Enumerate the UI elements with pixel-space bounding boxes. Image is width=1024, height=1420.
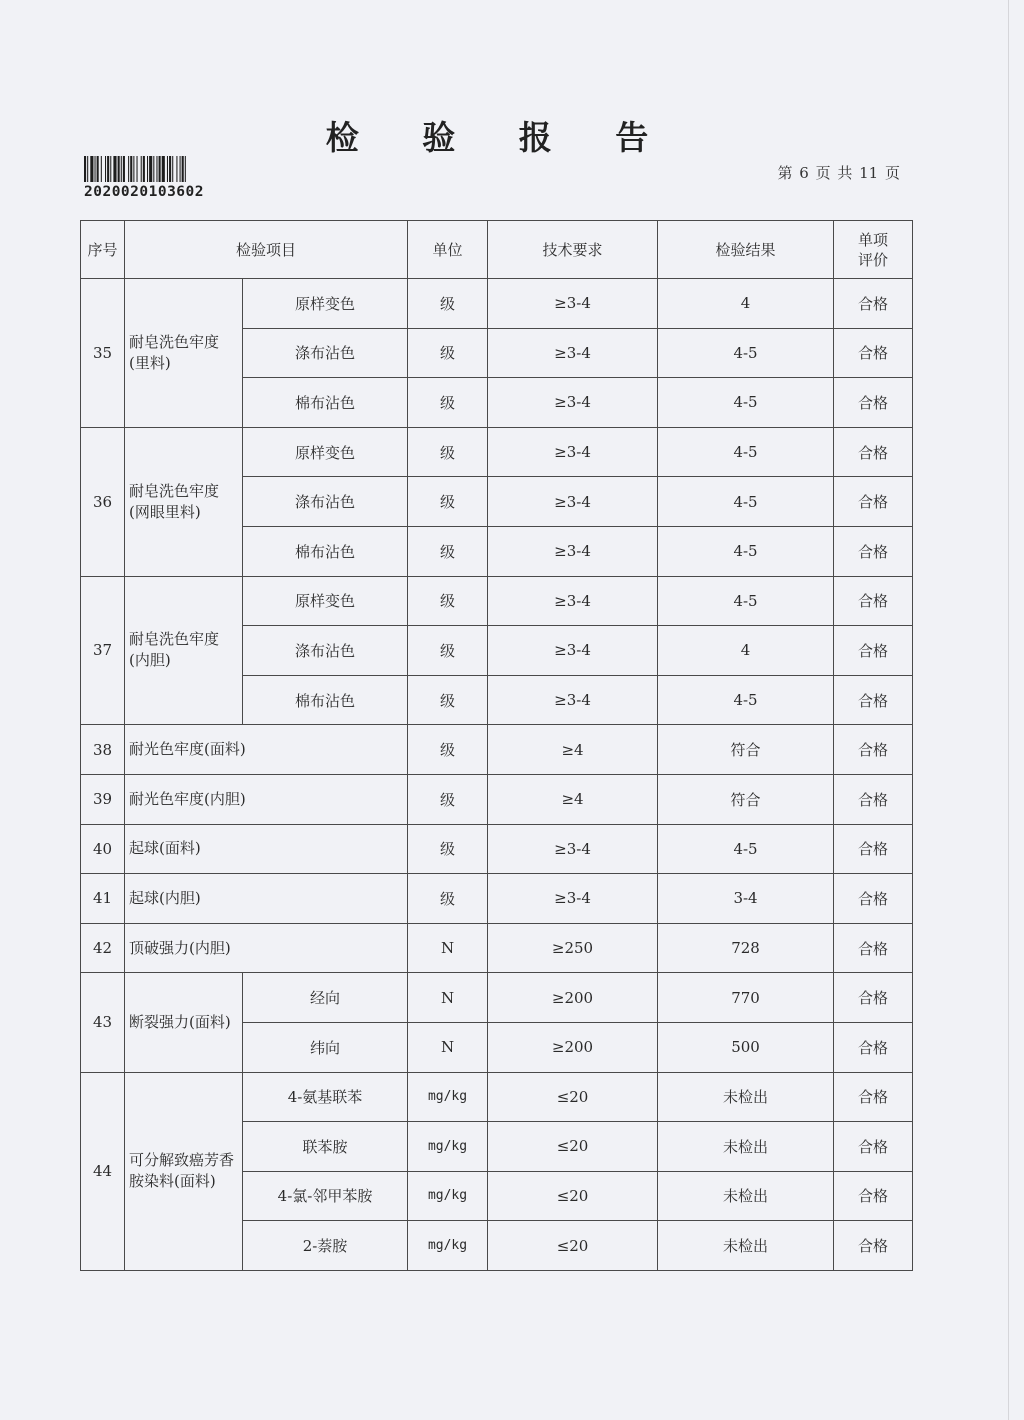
result-cell: 未检出 [658,1221,834,1271]
sub-item: 原样变色 [243,576,408,626]
evaluation-cell: 合格 [834,626,913,676]
sub-item: 涤布沾色 [243,477,408,527]
unit-cell: 级 [408,675,488,725]
item-number: 39 [81,774,125,824]
result-cell: 4-5 [658,576,834,626]
result-cell: 未检出 [658,1122,834,1172]
unit-cell: 级 [408,874,488,924]
result-cell: 4-5 [658,526,834,576]
result-cell: 4-5 [658,427,834,477]
evaluation-cell: 合格 [834,675,913,725]
sub-item: 联苯胺 [243,1122,408,1172]
evaluation-cell: 合格 [834,427,913,477]
unit-cell: mg/kg [408,1072,488,1122]
result-cell: 770 [658,973,834,1023]
sub-item: 4-氨基联苯 [243,1072,408,1122]
requirement-cell: ≥3-4 [488,378,658,428]
table-row [81,824,913,874]
item-name: 起球(面料) [125,824,408,874]
sub-item: 原样变色 [243,279,408,329]
requirement-cell: ≤20 [488,1072,658,1122]
header-item: 检验项目 [125,221,408,279]
page-edge [1008,0,1009,1420]
requirement-cell: ≥200 [488,973,658,1023]
table-row [81,774,913,824]
requirement-cell: ≥3-4 [488,576,658,626]
header-no: 序号 [81,221,125,279]
requirement-cell: ≤20 [488,1221,658,1271]
evaluation-cell: 合格 [834,1122,913,1172]
requirement-cell: ≥3-4 [488,824,658,874]
evaluation-cell: 合格 [834,526,913,576]
page-info: 第 6 页 共 11 页 [777,164,900,182]
unit-cell: 级 [408,725,488,775]
unit-cell: 级 [408,526,488,576]
result-cell: 4-5 [658,328,834,378]
barcode-number: 2020020103602 [84,184,204,200]
evaluation-cell: 合格 [834,378,913,428]
requirement-cell: ≥3-4 [488,477,658,527]
item-number: 40 [81,824,125,874]
evaluation-cell: 合格 [834,725,913,775]
unit-cell: mg/kg [408,1221,488,1271]
evaluation-cell: 合格 [834,1072,913,1122]
evaluation-cell: 合格 [834,923,913,973]
result-cell: 4 [658,279,834,329]
evaluation-cell: 合格 [834,1221,913,1271]
item-number: 37 [81,576,125,725]
inspection-table [80,220,913,1271]
unit-cell: 级 [408,279,488,329]
unit-cell: N [408,923,488,973]
unit-cell: 级 [408,824,488,874]
requirement-cell: ≥200 [488,1022,658,1072]
requirement-cell: ≥3-4 [488,874,658,924]
item-number: 38 [81,725,125,775]
item-name: 耐光色牢度(内胆) [125,774,408,824]
table-row [81,973,913,1023]
table-row [81,279,913,329]
sub-item: 涤布沾色 [243,626,408,676]
result-cell: 4-5 [658,824,834,874]
item-number: 35 [81,279,125,428]
unit-cell: 级 [408,774,488,824]
unit-cell: 级 [408,626,488,676]
requirement-cell: ≥3-4 [488,526,658,576]
evaluation-cell: 合格 [834,1022,913,1072]
item-number: 43 [81,973,125,1072]
table-row [81,576,913,626]
item-number: 41 [81,874,125,924]
sub-item: 原样变色 [243,427,408,477]
item-number: 36 [81,427,125,576]
evaluation-cell: 合格 [834,973,913,1023]
result-cell: 728 [658,923,834,973]
item-name: 耐皂洗色牢度(内胆) [125,576,243,725]
header-unit: 单位 [408,221,488,279]
result-cell: 4-5 [658,675,834,725]
requirement-cell: ≥4 [488,774,658,824]
result-cell: 3-4 [658,874,834,924]
evaluation-cell: 合格 [834,576,913,626]
result-cell: 符合 [658,774,834,824]
sub-item: 棉布沾色 [243,378,408,428]
item-name: 可分解致癌芳香胺染料(面料) [125,1072,243,1270]
table-row [81,427,913,477]
sub-item: 棉布沾色 [243,526,408,576]
unit-cell: 级 [408,328,488,378]
sub-item: 经向 [243,973,408,1023]
unit-cell: 级 [408,576,488,626]
evaluation-cell: 合格 [834,824,913,874]
sub-item: 纬向 [243,1022,408,1072]
evaluation-cell: 合格 [834,279,913,329]
result-cell: 4 [658,626,834,676]
table-row [81,874,913,924]
item-number: 44 [81,1072,125,1270]
requirement-cell: ≥3-4 [488,279,658,329]
requirement-cell: ≤20 [488,1171,658,1221]
sub-item: 2-萘胺 [243,1221,408,1271]
requirement-cell: ≥3-4 [488,427,658,477]
requirement-cell: ≥3-4 [488,328,658,378]
unit-cell: N [408,1022,488,1072]
result-cell: 未检出 [658,1171,834,1221]
requirement-cell: ≥250 [488,923,658,973]
result-cell: 未检出 [658,1072,834,1122]
unit-cell: 级 [408,477,488,527]
barcode [84,156,242,182]
header-requirement: 技术要求 [488,221,658,279]
item-name: 耐光色牢度(面料) [125,725,408,775]
item-name: 起球(内胆) [125,874,408,924]
unit-cell: mg/kg [408,1171,488,1221]
sub-item: 棉布沾色 [243,675,408,725]
result-cell: 500 [658,1022,834,1072]
evaluation-cell: 合格 [834,477,913,527]
table-header-row [81,221,913,279]
result-cell: 符合 [658,725,834,775]
item-name: 耐皂洗色牢度(网眼里料) [125,427,243,576]
sub-item: 涤布沾色 [243,328,408,378]
item-name: 断裂强力(面料) [125,973,243,1072]
evaluation-cell: 合格 [834,1171,913,1221]
unit-cell: N [408,973,488,1023]
unit-cell: 级 [408,378,488,428]
result-cell: 4-5 [658,378,834,428]
sub-item: 4-氯-邻甲苯胺 [243,1171,408,1221]
table-row [81,1072,913,1122]
requirement-cell: ≥3-4 [488,626,658,676]
table-row [81,725,913,775]
item-number: 42 [81,923,125,973]
evaluation-cell: 合格 [834,874,913,924]
unit-cell: 级 [408,427,488,477]
header-evaluation-text: 单项评价 [858,230,889,269]
table-row [81,923,913,973]
result-cell: 4-5 [658,477,834,527]
evaluation-cell: 合格 [834,774,913,824]
item-name: 顶破强力(内胆) [125,923,408,973]
unit-cell: mg/kg [408,1122,488,1172]
requirement-cell: ≥3-4 [488,675,658,725]
requirement-cell: ≥4 [488,725,658,775]
report-title: 检 验 报 告 [325,118,675,157]
header-result: 检验结果 [658,221,834,279]
evaluation-cell: 合格 [834,328,913,378]
header-evaluation [834,221,913,279]
requirement-cell: ≤20 [488,1122,658,1172]
item-name: 耐皂洗色牢度(里料) [125,279,243,428]
